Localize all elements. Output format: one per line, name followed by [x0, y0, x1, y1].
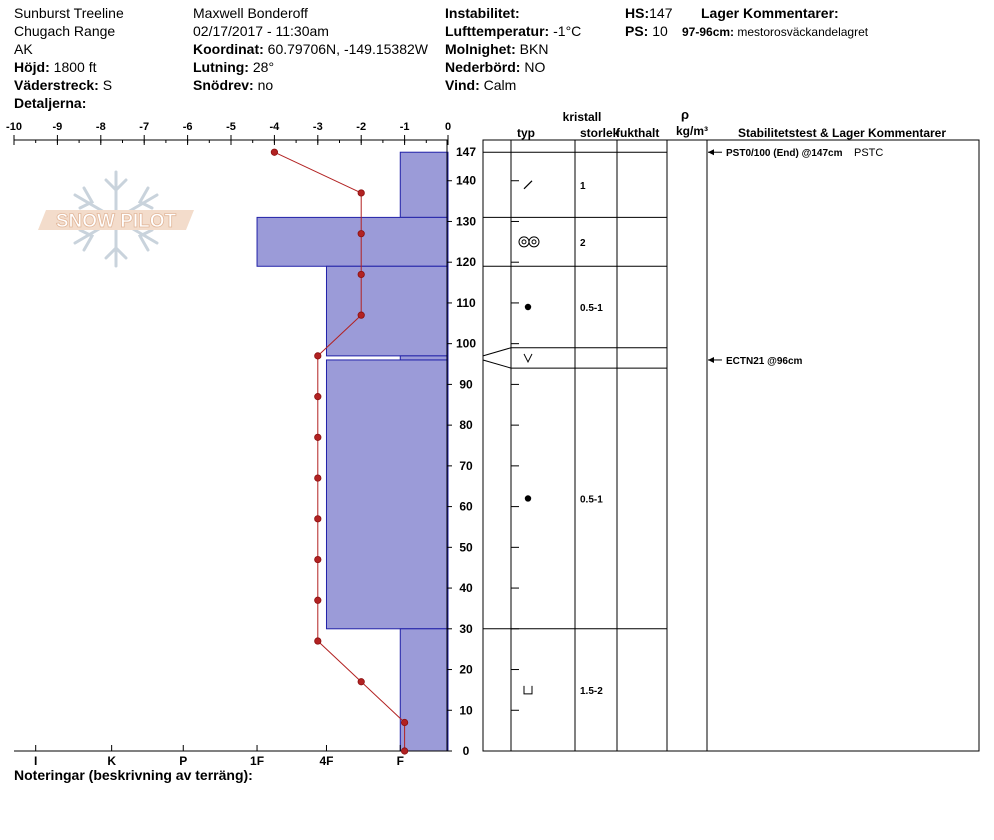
temperature-point — [401, 748, 407, 754]
temperature-point — [401, 719, 407, 725]
temp-tick-label: -7 — [139, 121, 150, 133]
temperature-point — [315, 393, 321, 399]
crystal-size: 0.5-1 — [580, 494, 603, 506]
vee-symbol — [524, 354, 532, 362]
size-header: storlek — [580, 126, 620, 140]
observation-datetime: 02/17/2017 - 11:30am — [193, 23, 329, 39]
temperature-point — [358, 312, 364, 318]
snow-height-label: 147 — [455, 145, 477, 160]
height-tick-label: 80 — [459, 418, 473, 433]
temperature-point — [358, 230, 364, 236]
height-tick-label: 10 — [459, 703, 473, 718]
stability-test-label: ECTN21 @96cm — [726, 355, 803, 367]
round-inner — [532, 240, 536, 244]
temp-tick-label: -4 — [269, 121, 280, 133]
sky-label: Molnighet: — [445, 41, 516, 57]
airtemp-value: -1°C — [553, 23, 582, 39]
stability-test-extra: PSTC — [854, 147, 884, 160]
hardness-bar — [257, 217, 448, 266]
temperature-point — [315, 556, 321, 562]
dot-symbol — [525, 495, 531, 501]
height-tick-label: 60 — [459, 499, 473, 514]
airtemp-label: Lufttemperatur: — [445, 23, 550, 39]
fan-connector — [483, 360, 511, 368]
height-tick-label: 140 — [455, 173, 477, 188]
layer-comments-title: Lager Kommentarer: — [701, 5, 839, 21]
aspect-label: Väderstreck: — [14, 77, 99, 93]
height-tick-label: 20 — [459, 662, 473, 677]
precip-value: NO — [524, 59, 546, 75]
hardness-label: I — [34, 754, 38, 768]
height-tick-label: 70 — [459, 458, 473, 473]
snowpilot-logo — [38, 172, 194, 266]
temperature-point — [315, 353, 321, 359]
height-tick-label: 90 — [459, 377, 473, 392]
temp-tick-label: -10 — [6, 121, 22, 133]
rho-header: ρ — [680, 107, 690, 122]
height-tick-label: 50 — [459, 540, 473, 555]
temp-tick-label: -6 — [182, 121, 193, 133]
arrow-head-icon — [708, 357, 714, 363]
temperature-point — [315, 597, 321, 603]
aspect-value: S — [102, 77, 113, 93]
logo-text: SNOW PILOT — [55, 211, 177, 232]
crystal-size: 1 — [580, 180, 586, 192]
round-outer — [519, 237, 529, 247]
ps-label: PS: — [625, 23, 649, 39]
square-symbol — [524, 686, 532, 694]
location-name: Sunburst Treeline — [14, 5, 124, 21]
stability-test-label: PST0/100 (End) @147cm — [726, 148, 843, 160]
arrow-head-icon — [708, 149, 714, 155]
height-tick-label: 120 — [455, 255, 477, 270]
hardness-label: 4F — [319, 754, 334, 768]
dot-symbol — [525, 304, 531, 310]
temperature-point — [315, 475, 321, 481]
state: AK — [14, 41, 33, 57]
hardness-bar — [326, 360, 448, 629]
temperature-point — [271, 149, 277, 155]
temperature-point — [358, 271, 364, 277]
drift-value: no — [257, 77, 274, 93]
hs-value: 147 — [649, 5, 673, 21]
ps-value: 10 — [652, 23, 668, 39]
height-tick-label: 0 — [462, 744, 470, 758]
stability-header: Stabilitetstest & Lager Kommentarer — [737, 126, 947, 140]
hardness-bar — [400, 152, 448, 217]
notes-label: Noteringar (beskrivning av terräng): — [14, 767, 253, 783]
details-label: Detaljerna: — [14, 95, 87, 111]
temp-tick-label: -8 — [95, 121, 106, 133]
temp-tick-label: -3 — [312, 121, 323, 133]
slope-value: 28° — [252, 59, 275, 75]
precip-label: Nederbörd: — [445, 59, 521, 75]
layer-comment-range: 97-96cm: — [682, 25, 735, 39]
height-tick-label: 30 — [459, 621, 473, 636]
mountain-range: Chugach Range — [14, 23, 116, 39]
stability-test — [708, 356, 803, 367]
drift-label: Snödrev: — [193, 77, 254, 93]
wind-label: Vind: — [445, 77, 480, 93]
height-tick-label: 40 — [459, 581, 473, 596]
temperature-point — [358, 679, 364, 685]
hardness-label: 1F — [250, 754, 265, 768]
height-tick-label: 100 — [455, 336, 477, 351]
sky-value: BKN — [519, 41, 549, 57]
stratigraphy-grid — [483, 140, 979, 751]
moisture-header: fukthalt — [616, 126, 660, 140]
hs-label: HS: — [625, 5, 650, 21]
crystal-size: 0.5-1 — [580, 303, 603, 315]
temp-tick-label: 0 — [444, 121, 452, 133]
temp-tick-label: -9 — [52, 121, 63, 133]
stability-test — [708, 147, 883, 159]
round-outer — [529, 237, 539, 247]
height-tick-label: 110 — [456, 295, 476, 310]
temperature-point — [358, 190, 364, 196]
hardness-bar — [400, 629, 448, 751]
density-header: kg/m³ — [675, 124, 709, 138]
coordinate-label: Koordinat: — [193, 41, 264, 57]
layer-comment-text: mestorosväckandelagret — [737, 25, 869, 39]
instability-label: Instabilitet: — [445, 5, 520, 21]
round-inner — [522, 240, 526, 244]
crystal-header: kristall — [562, 110, 602, 124]
crystal-size: 1.5-2 — [580, 685, 603, 697]
wind-value: Calm — [483, 77, 517, 93]
hardness-label: K — [107, 754, 116, 768]
temperature-point — [315, 638, 321, 644]
hardness-bar — [326, 266, 448, 356]
crystal-size: 2 — [580, 237, 586, 249]
hardness-label: P — [179, 754, 188, 768]
coordinate-value: 60.79706N, -149.15382W — [267, 41, 428, 57]
elevation-label: Höjd: — [14, 59, 50, 75]
temp-tick-label: -5 — [226, 121, 236, 133]
elevation-value: 1800 ft — [53, 59, 97, 75]
fan-connector — [483, 348, 511, 356]
type-header: typ — [517, 126, 535, 140]
temperature-point — [315, 516, 321, 522]
height-tick-label: 130 — [455, 214, 477, 229]
hardness-bar — [400, 356, 448, 360]
hardness-label: F — [396, 754, 404, 768]
temperature-point — [315, 434, 321, 440]
slope-label: Lutning: — [193, 59, 249, 75]
grid-frame — [483, 140, 979, 751]
temp-tick-label: -2 — [356, 121, 367, 133]
slash-symbol — [524, 181, 532, 189]
observer-name: Maxwell Bonderoff — [193, 5, 308, 21]
temp-tick-label: -1 — [399, 121, 410, 133]
rounds-symbol — [519, 237, 539, 247]
